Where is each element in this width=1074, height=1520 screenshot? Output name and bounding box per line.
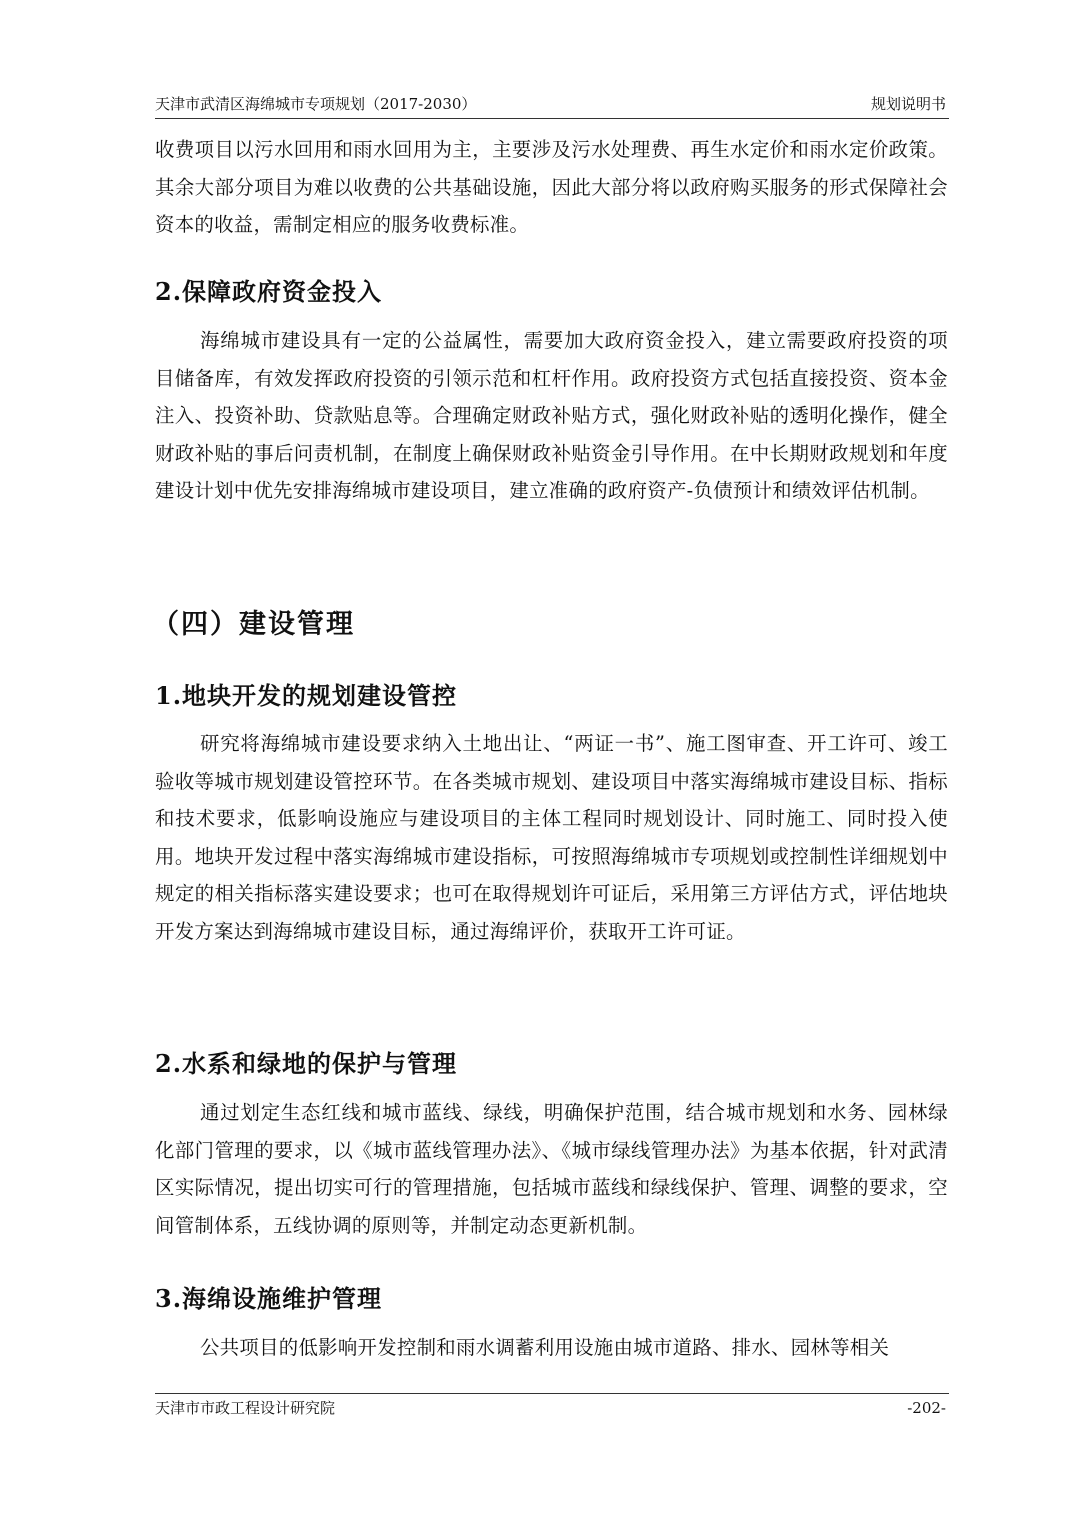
header-doc-type: 规划说明书 [870,95,946,113]
paragraph-maintenance: 公共项目的低影响开发控制和雨水调蓄利用设施由城市道路、排水、园林等相关 [200,1336,890,1359]
paragraph-land: 研究将海绵城市建设要求纳入土地出让、“两证一书”、施工图审查、开工许可、竣工验收等城市规划建设管控环节。在各类城市规划、建设项目中落实海绵城市建设目标、指标和技术要求，低影响设施应与建设项目的主体工程同时规划设计、同时施工、同时投入使用。地块开发过程中落实海绵城市建设指标，可按照海绵城市专项规划或控制性详细规划中规定的相关指标落实建设要求；也可在取得规划许可证后，采用第三方评估方式，评估地块开发方案达到海绵城市建设目标，通过海绵评价，获取开工许可证。 [155,732,948,943]
paragraph-water: 通过划定生态红线和城市蓝线、绿线，明确保护范围，结合城市规划和水务、园林绿化部门管理的要求，以《城市蓝线管理办法》、《城市绿线管理办法》为基本依据，针对武清区实际情况，提出切实可行的管理措施，包括城市蓝线和绿线保护、管理、调整的要求，空间管制体系，五线协调的原则等，并制定动态更新机制。 [155,1101,948,1237]
header-rule [155,118,949,119]
heading-maintenance: 3.海绵设施维护管理 [155,1284,383,1313]
heading-water: 2.水系和绿地的保护与管理 [155,1049,458,1078]
heading-land: 1.地块开发的规划建设管控 [155,681,458,710]
paragraph-funding: 海绵城市建设具有一定的公益属性，需要加大政府资金投入，建立需要政府投资的项目储备库，有效发挥政府投资的引领示范和杠杆作用。政府投资方式包括直接投资、资本金注入、投资补助、贷款贴息等。合理确定财政补贴方式，强化财政补贴的透明化操作，健全财政补贴的事后问责机制，在制度上确保财政补贴资金引导作用。在中长期财政规划和年度建设计划中优先安排海绵城市建设项目，建立准确的政府资产-负债预计和绩效评估机制。 [155,329,948,502]
heading-funding: 2.保障政府资金投入 [155,277,383,306]
page-footer [155,1398,946,1420]
page-header [155,94,946,118]
page-number: -202- [907,1399,946,1417]
paragraph-intro: 收费项目以污水回用和雨水回用为主，主要涉及污水处理费、再生水定价和雨水定价政策。其余大部分项目为难以收费的公共基础设施，因此大部分将以政府购买服务的形式保障社会资本的收益，需制定相应的服务收费标准。 [155,138,948,236]
footer-institute: 天津市市政工程设计研究院 [155,1399,336,1417]
footer-rule [155,1393,949,1394]
section-title: （四）建设管理 [152,609,355,640]
header-title: 天津市武清区海绵城市专项规划（2017-2030） [155,95,477,113]
